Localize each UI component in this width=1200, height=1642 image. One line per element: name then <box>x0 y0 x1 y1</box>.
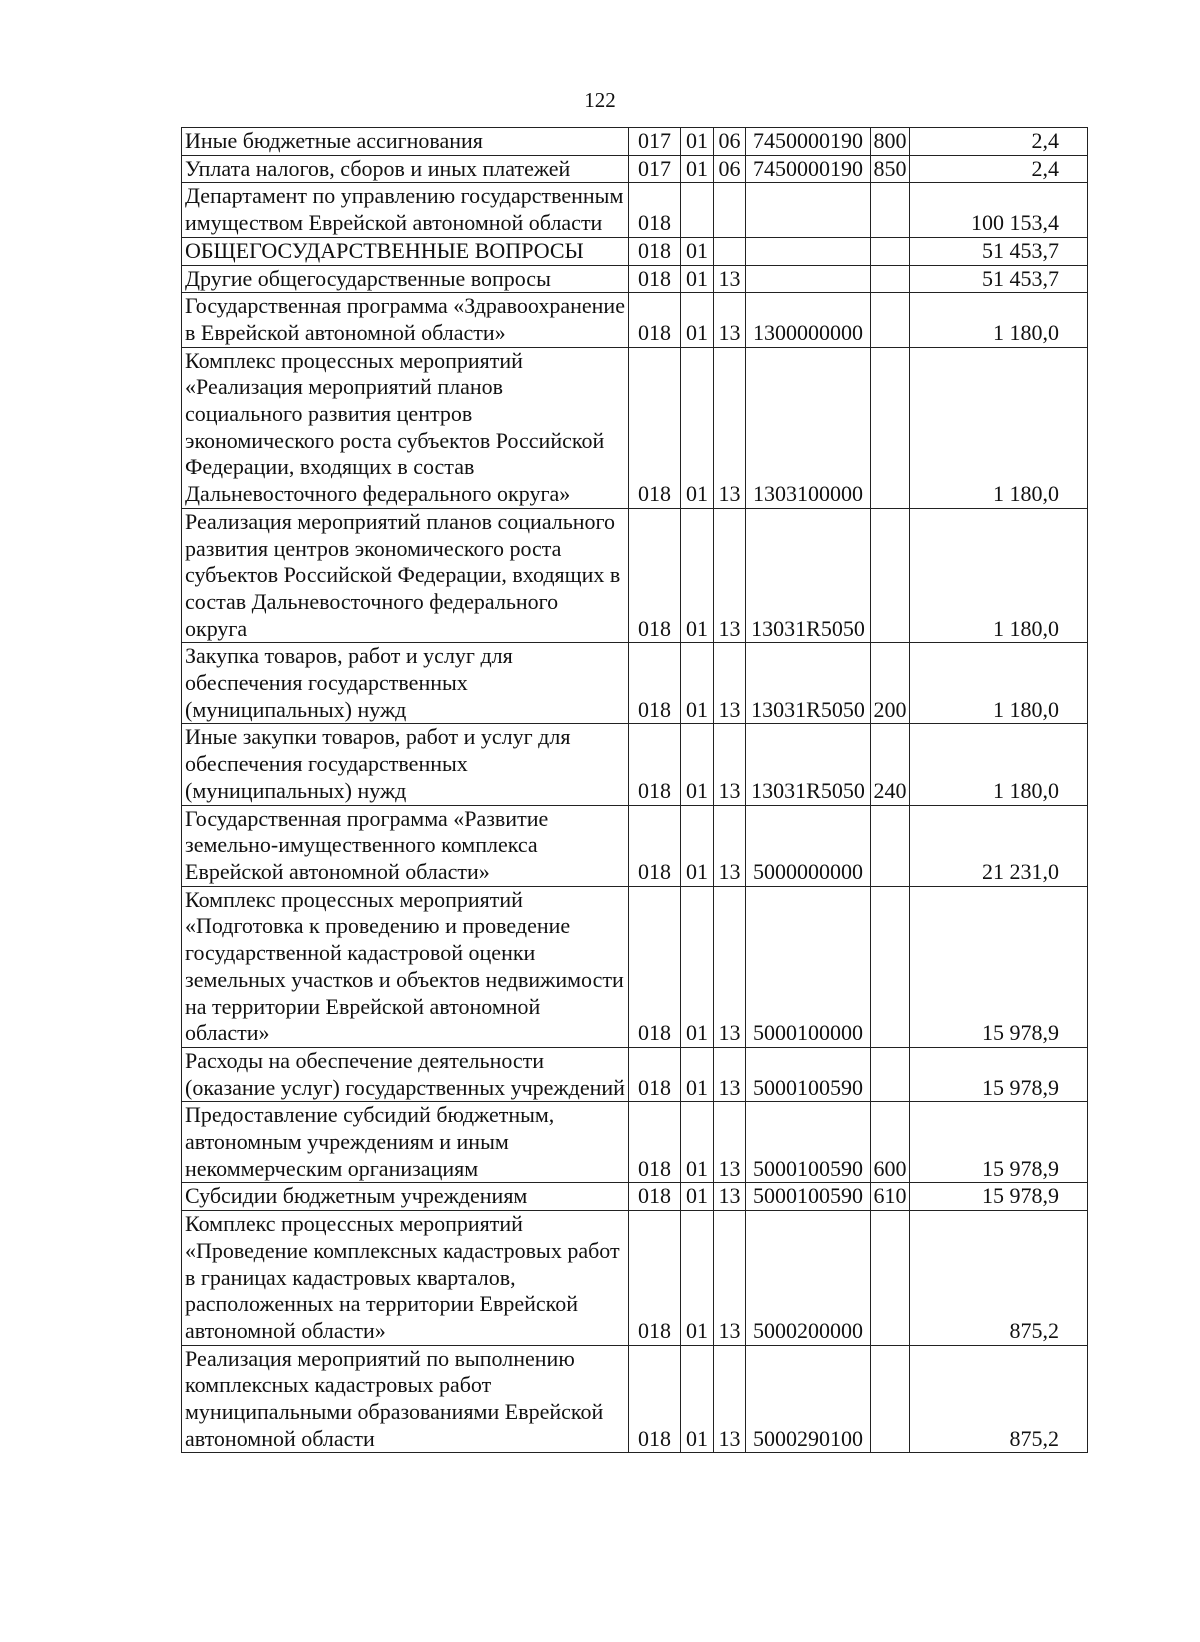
ministry-code-cell: 017 <box>629 155 681 183</box>
amount-cell: 875,2 <box>910 1345 1088 1453</box>
table-row <box>182 1211 1088 1346</box>
expense-type-code-cell: 800 <box>871 128 910 156</box>
amount-cell: 2,4 <box>910 128 1088 156</box>
amount-cell: 51 453,7 <box>910 237 1088 265</box>
amount-cell: 1 180,0 <box>910 724 1088 805</box>
target-article-code-cell: 13031R5050 <box>746 724 871 805</box>
target-article-code-cell: 1303100000 <box>746 347 871 508</box>
amount-cell: 51 453,7 <box>910 265 1088 293</box>
target-article-code-cell: 7450000190 <box>746 128 871 156</box>
section-code-cell: 01 <box>681 128 714 156</box>
table-row <box>182 1047 1088 1101</box>
table-row <box>182 1345 1088 1453</box>
subsection-code-cell: 13 <box>714 805 746 886</box>
target-article-code-cell: 5000000000 <box>746 805 871 886</box>
section-code-cell: 01 <box>681 347 714 508</box>
ministry-code-cell: 018 <box>629 347 681 508</box>
table-row <box>182 508 1088 643</box>
row-name-cell: Комплекс процессных мероприятий «Подготовка к проведению и проведение государственной кадастровой оценки земельных участков и объектов недвижимости на территории Еврейской автономной области» <box>182 886 629 1047</box>
expense-type-code-cell <box>871 293 910 347</box>
amount-cell: 100 153,4 <box>910 183 1088 237</box>
subsection-code-cell: 13 <box>714 1183 746 1211</box>
amount-cell: 15 978,9 <box>910 886 1088 1047</box>
table-row <box>182 1183 1088 1211</box>
target-article-code-cell: 5000100000 <box>746 886 871 1047</box>
target-article-code-cell: 5000290100 <box>746 1345 871 1453</box>
table-row <box>182 643 1088 724</box>
subsection-code-cell <box>714 183 746 237</box>
subsection-code-cell: 13 <box>714 643 746 724</box>
expense-type-code-cell: 850 <box>871 155 910 183</box>
table-row <box>182 265 1088 293</box>
ministry-code-cell: 018 <box>629 237 681 265</box>
target-article-code-cell: 13031R5050 <box>746 508 871 643</box>
target-article-code-cell <box>746 183 871 237</box>
section-code-cell: 01 <box>681 886 714 1047</box>
expense-type-code-cell: 200 <box>871 643 910 724</box>
amount-cell: 1 180,0 <box>910 347 1088 508</box>
section-code-cell: 01 <box>681 1102 714 1183</box>
subsection-code-cell: 13 <box>714 265 746 293</box>
section-code-cell: 01 <box>681 643 714 724</box>
section-code-cell: 01 <box>681 237 714 265</box>
table-row <box>182 886 1088 1047</box>
section-code-cell: 01 <box>681 293 714 347</box>
subsection-code-cell: 13 <box>714 724 746 805</box>
row-name-cell: Комплекс процессных мероприятий «Реализация мероприятий планов социального развития центров экономического роста субъектов Российской Федерации, входящих в состав Дальневосточного федерального округа» <box>182 347 629 508</box>
row-name-cell: Субсидии бюджетным учреждениям <box>182 1183 629 1211</box>
table-row <box>182 155 1088 183</box>
section-code-cell: 01 <box>681 508 714 643</box>
table-row <box>182 347 1088 508</box>
expense-type-code-cell: 610 <box>871 1183 910 1211</box>
table-row <box>182 237 1088 265</box>
target-article-code-cell: 7450000190 <box>746 155 871 183</box>
section-code-cell: 01 <box>681 265 714 293</box>
target-article-code-cell <box>746 265 871 293</box>
target-article-code-cell: 5000200000 <box>746 1211 871 1346</box>
expense-type-code-cell <box>871 347 910 508</box>
subsection-code-cell: 13 <box>714 293 746 347</box>
ministry-code-cell: 018 <box>629 183 681 237</box>
table-row <box>182 805 1088 886</box>
target-article-code-cell: 1300000000 <box>746 293 871 347</box>
section-code-cell: 01 <box>681 1047 714 1101</box>
expense-type-code-cell <box>871 805 910 886</box>
subsection-code-cell: 13 <box>714 1102 746 1183</box>
row-name-cell: Уплата налогов, сборов и иных платежей <box>182 155 629 183</box>
row-name-cell: Государственная программа «Развитие земельно-имущественного комплекса Еврейской автономной области» <box>182 805 629 886</box>
ministry-code-cell: 018 <box>629 886 681 1047</box>
amount-cell: 15 978,9 <box>910 1102 1088 1183</box>
expense-type-code-cell <box>871 508 910 643</box>
budget-table <box>181 127 1088 1453</box>
target-article-code-cell <box>746 237 871 265</box>
expense-type-code-cell: 240 <box>871 724 910 805</box>
ministry-code-cell: 018 <box>629 805 681 886</box>
row-name-cell: Иные бюджетные ассигнования <box>182 128 629 156</box>
row-name-cell: Департамент по управлению государственным имуществом Еврейской автономной области <box>182 183 629 237</box>
ministry-code-cell: 018 <box>629 643 681 724</box>
table-row <box>182 128 1088 156</box>
table-row <box>182 724 1088 805</box>
target-article-code-cell: 5000100590 <box>746 1102 871 1183</box>
ministry-code-cell: 018 <box>629 508 681 643</box>
amount-cell: 1 180,0 <box>910 293 1088 347</box>
subsection-code-cell: 06 <box>714 128 746 156</box>
expense-type-code-cell <box>871 1047 910 1101</box>
section-code-cell <box>681 183 714 237</box>
expense-type-code-cell <box>871 265 910 293</box>
table-row <box>182 293 1088 347</box>
row-name-cell: Реализация мероприятий по выполнению комплексных кадастровых работ муниципальными образованиями Еврейской автономной области <box>182 1345 629 1453</box>
row-name-cell: Комплекс процессных мероприятий «Проведение комплексных кадастровых работ в границах кадастровых кварталов, расположенных на территории Еврейской автономной области» <box>182 1211 629 1346</box>
expense-type-code-cell <box>871 237 910 265</box>
section-code-cell: 01 <box>681 805 714 886</box>
ministry-code-cell: 018 <box>629 724 681 805</box>
row-name-cell: Расходы на обеспечение деятельности (оказание услуг) государственных учреждений <box>182 1047 629 1101</box>
amount-cell: 1 180,0 <box>910 643 1088 724</box>
amount-cell: 21 231,0 <box>910 805 1088 886</box>
subsection-code-cell: 13 <box>714 886 746 1047</box>
target-article-code-cell: 5000100590 <box>746 1183 871 1211</box>
table-row <box>182 1102 1088 1183</box>
ministry-code-cell: 018 <box>629 1183 681 1211</box>
target-article-code-cell: 13031R5050 <box>746 643 871 724</box>
section-code-cell: 01 <box>681 1183 714 1211</box>
section-code-cell: 01 <box>681 1211 714 1346</box>
expense-type-code-cell <box>871 886 910 1047</box>
section-code-cell: 01 <box>681 724 714 805</box>
ministry-code-cell: 017 <box>629 128 681 156</box>
subsection-code-cell: 13 <box>714 347 746 508</box>
row-name-cell: Предоставление субсидий бюджетным, автономным учреждениям и иным некоммерческим организациям <box>182 1102 629 1183</box>
ministry-code-cell: 018 <box>629 1102 681 1183</box>
expense-type-code-cell <box>871 1345 910 1453</box>
ministry-code-cell: 018 <box>629 265 681 293</box>
expense-type-code-cell <box>871 183 910 237</box>
row-name-cell: Другие общегосударственные вопросы <box>182 265 629 293</box>
amount-cell: 1 180,0 <box>910 508 1088 643</box>
subsection-code-cell: 13 <box>714 1345 746 1453</box>
ministry-code-cell: 018 <box>629 1211 681 1346</box>
row-name-cell: Государственная программа «Здравоохранение в Еврейской автономной области» <box>182 293 629 347</box>
subsection-code-cell: 13 <box>714 1211 746 1346</box>
amount-cell: 15 978,9 <box>910 1047 1088 1101</box>
subsection-code-cell <box>714 237 746 265</box>
row-name-cell: Реализация мероприятий планов социального развития центров экономического роста субъектов Российской Федерации, входящих в состав Дальневосточного федерального округа <box>182 508 629 643</box>
ministry-code-cell: 018 <box>629 1345 681 1453</box>
ministry-code-cell: 018 <box>629 293 681 347</box>
row-name-cell: Иные закупки товаров, работ и услуг для обеспечения государственных (муниципальных) нужд <box>182 724 629 805</box>
table-row <box>182 183 1088 237</box>
amount-cell: 2,4 <box>910 155 1088 183</box>
target-article-code-cell: 5000100590 <box>746 1047 871 1101</box>
amount-cell: 875,2 <box>910 1211 1088 1346</box>
ministry-code-cell: 018 <box>629 1047 681 1101</box>
amount-cell: 15 978,9 <box>910 1183 1088 1211</box>
subsection-code-cell: 13 <box>714 1047 746 1101</box>
page-number: 122 <box>584 88 616 112</box>
section-code-cell: 01 <box>681 1345 714 1453</box>
subsection-code-cell: 13 <box>714 508 746 643</box>
expense-type-code-cell: 600 <box>871 1102 910 1183</box>
expense-type-code-cell <box>871 1211 910 1346</box>
row-name-cell: Закупка товаров, работ и услуг для обеспечения государственных (муниципальных) нужд <box>182 643 629 724</box>
section-code-cell: 01 <box>681 155 714 183</box>
subsection-code-cell: 06 <box>714 155 746 183</box>
row-name-cell: ОБЩЕГОСУДАРСТВЕННЫЕ ВОПРОСЫ <box>182 237 629 265</box>
